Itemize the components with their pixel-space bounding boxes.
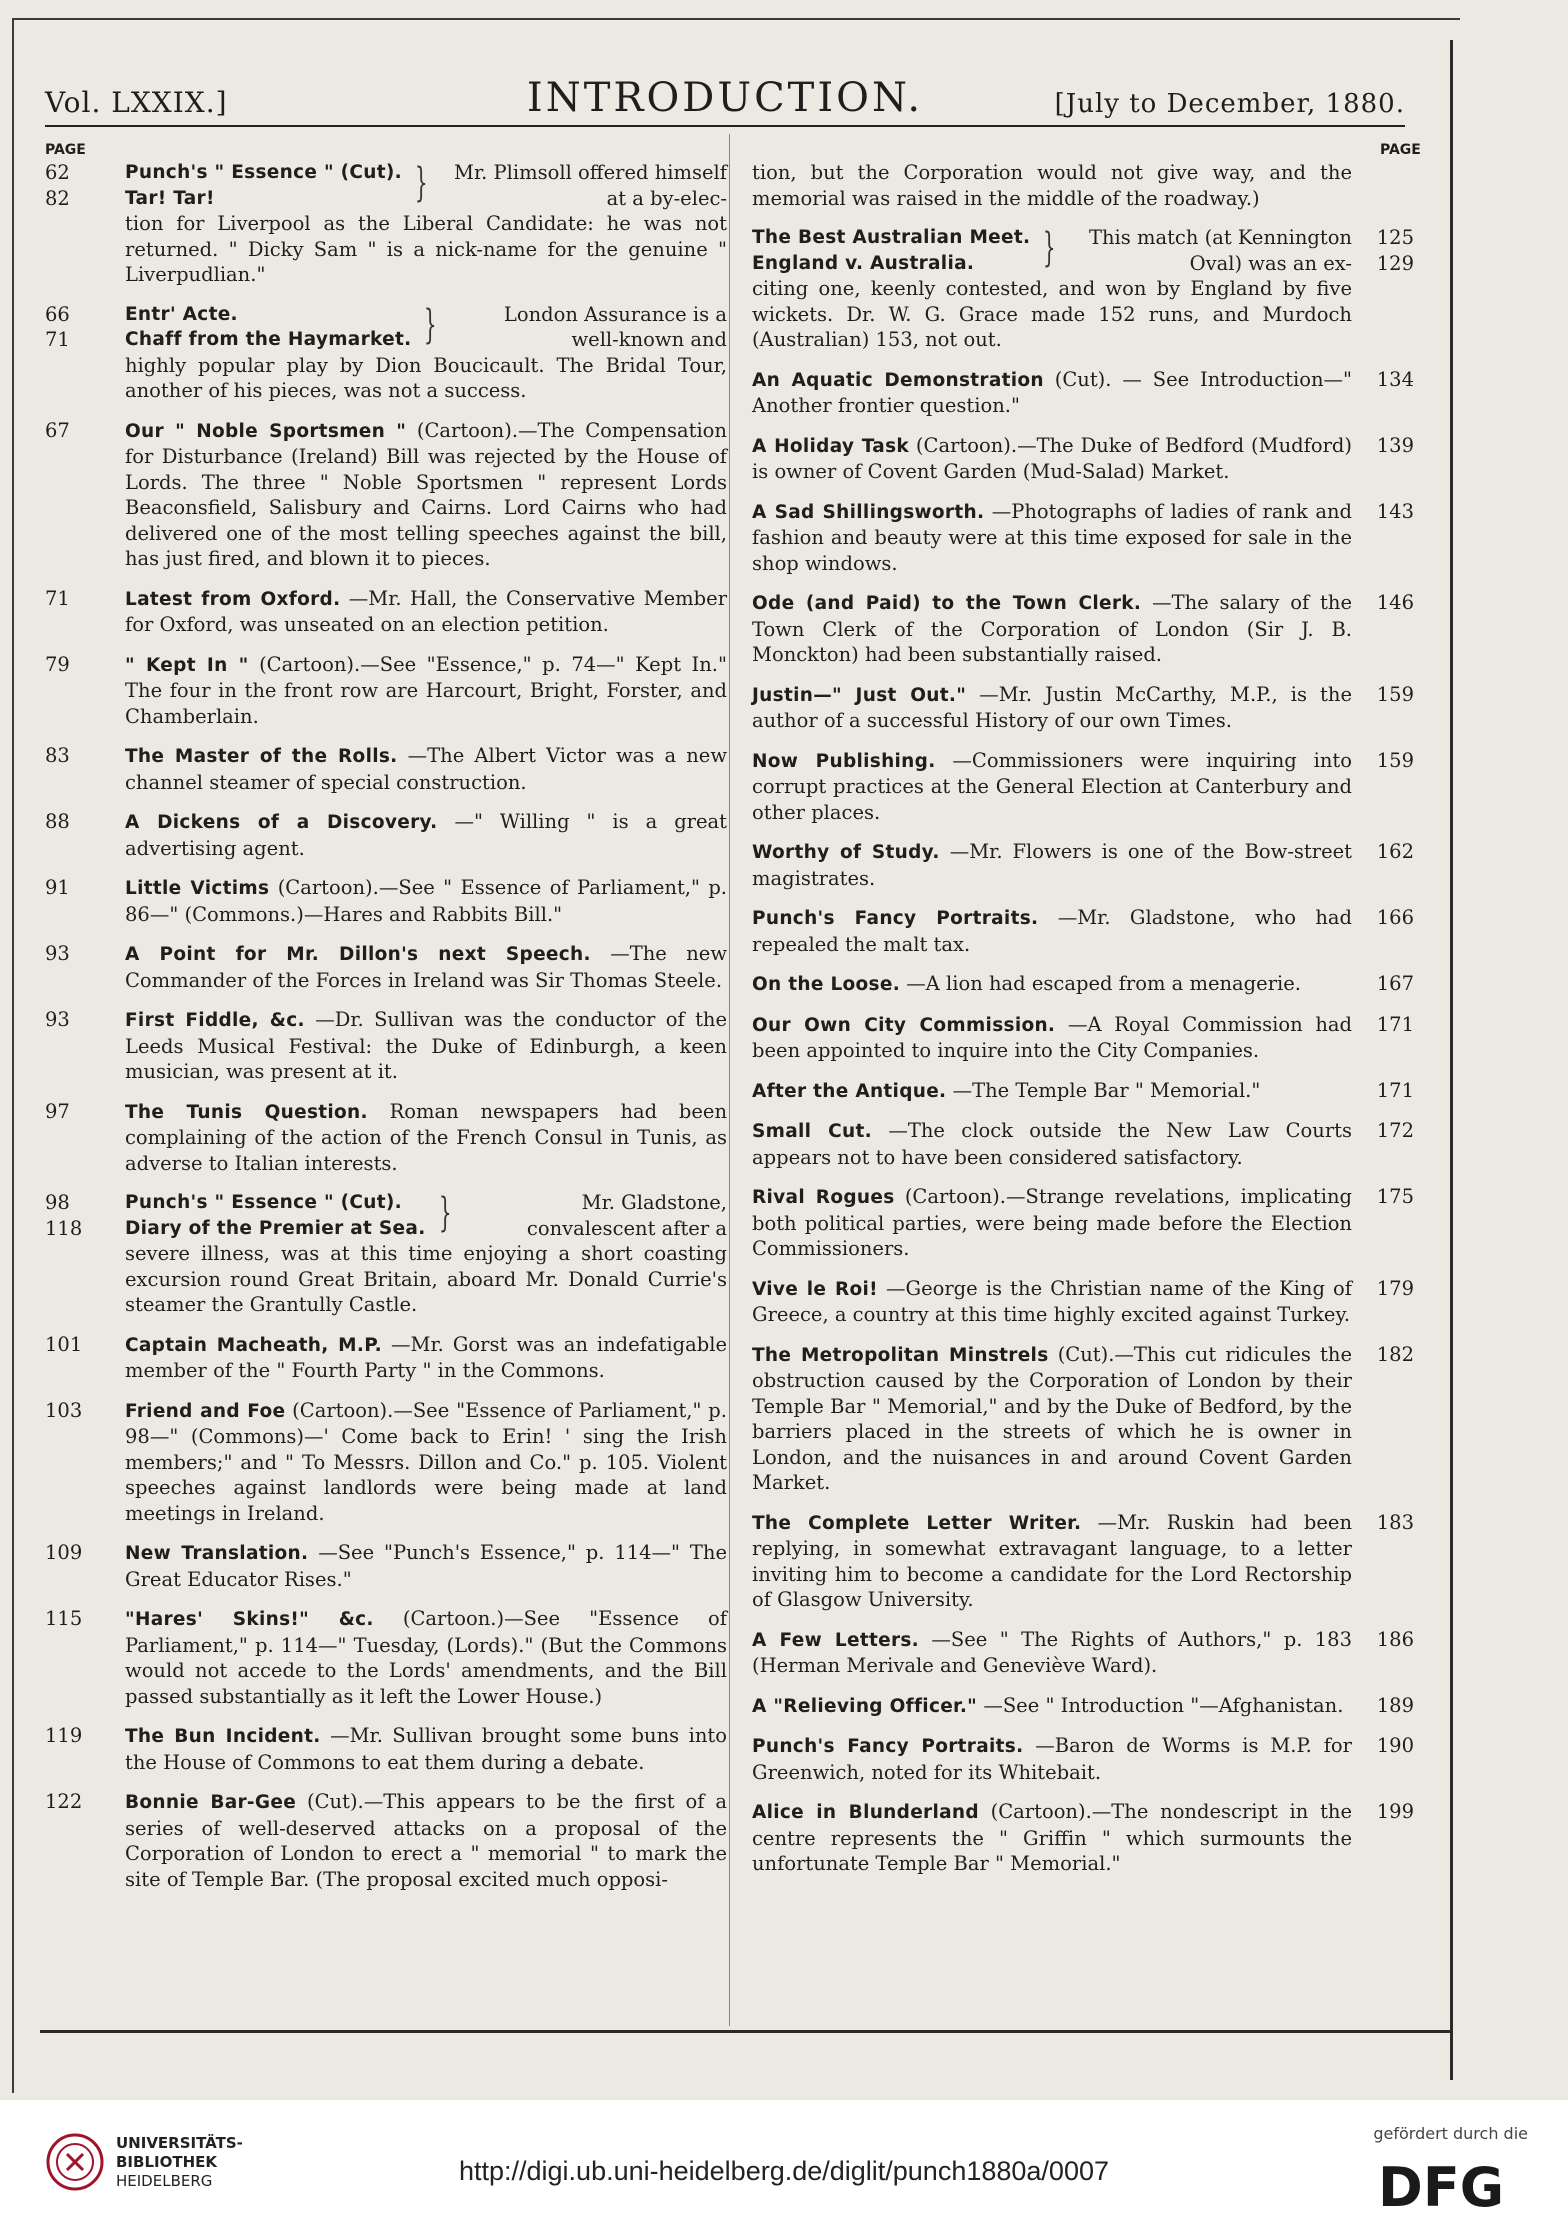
index-entry	[45, 1099, 727, 1177]
entry-text: (Cut).—This appears to be the first of a series of well-deserved attacks on a proposal of the Corporation of London to erect a " memorial " to mark the site of Temple Bar. (The proposal excited much opposi-	[125, 1790, 727, 1891]
page-number: 118	[45, 1216, 83, 1240]
page-title: INTRODUCTION.	[526, 75, 924, 121]
entry-paragraph	[752, 1184, 1352, 1262]
entry-paragraph	[125, 941, 727, 993]
index-entry	[45, 875, 727, 927]
entry-text: (Cartoon).—Strange revelations, implicating both political parties, were being made before the Election Commissioners.	[752, 1185, 1352, 1260]
index-entry	[752, 1342, 1414, 1496]
page-number: 159	[1376, 682, 1414, 706]
page-number: 97	[45, 1099, 70, 1123]
page-number: 82	[45, 186, 70, 210]
entry-heading: Friend and Foe	[125, 1400, 286, 1422]
column-divider	[729, 134, 730, 2026]
entry-heading: Little Victims	[125, 878, 270, 899]
page-column-label-right: PAGE	[1380, 142, 1421, 158]
entry-text: —Mr. Sullivan brought some buns into the House of Commons to eat them during a debate.	[125, 1724, 728, 1774]
entry-text: —Mr. Justin McCarthy, M.P., is the author of a successful History of our own Times.	[752, 682, 1352, 732]
right-column	[752, 160, 1414, 1891]
entry-heading: Now Publishing.	[752, 750, 936, 772]
page-number: 98	[45, 1191, 70, 1214]
entry-heading: Entr' Acte.	[125, 303, 238, 325]
entry-heading: The Bun Incident.	[125, 1726, 321, 1747]
entry-text: —Mr. Gorst was an indefatigable member of the " Fourth Party " in the Commons.	[125, 1332, 727, 1382]
index-entry	[752, 839, 1414, 891]
brace-glyph: }	[438, 1190, 452, 1236]
index-entry	[752, 748, 1414, 826]
index-entry	[752, 1078, 1414, 1105]
index-entry	[45, 1540, 727, 1592]
entry-paragraph	[125, 1789, 727, 1892]
frame-line-bottom	[40, 2030, 1450, 2033]
source-url-link[interactable]: http://digi.ub.uni-heidelberg.de/diglit/punch1880a/0007	[458, 2156, 1109, 2186]
entry-heading: Tar! Tar!	[125, 187, 215, 209]
entry-text: tion for Liverpool as the Liberal Candidate: he was not returned. " Dicky Sam " is a nick-name for the genuine " Liverpudlian."	[125, 212, 727, 286]
page-number: 93	[45, 942, 70, 965]
entry-text: (Cartoon).—The Compensation for Disturbance (Ireland) Bill was rejected by the House of Lords. The three " Noble Sportsmen " represent Lords Beaconsfield, Salisbury and Cairns. Lord Cairns who had delivered one of the most telling speeches against the bill, has just fired, and blown it to pieces.	[125, 418, 727, 570]
entry-paragraph	[752, 905, 1352, 957]
index-entry	[45, 302, 727, 404]
page-number: 143	[1376, 499, 1414, 523]
entry-paragraph	[125, 652, 727, 730]
entry-paragraph	[752, 1118, 1352, 1170]
entry-paragraph	[125, 418, 727, 572]
entry-paragraph	[752, 1693, 1352, 1720]
paired-headings	[752, 225, 1352, 276]
page-number: 199	[1376, 1800, 1414, 1823]
entry-text: —Commissioners were inquiring into corrupt practices at the General Election at Canterbury and other places.	[752, 748, 1353, 824]
index-entry	[752, 1012, 1414, 1064]
index-entry	[752, 1276, 1414, 1328]
page-number: 66	[45, 302, 70, 326]
index-entry	[752, 682, 1414, 734]
page-number: 167	[1376, 972, 1414, 995]
page-number: 171	[1376, 1012, 1414, 1036]
page-number: 172	[1376, 1119, 1414, 1142]
entry-text: —Dr. Sullivan was the conductor of the Leeds Musical Festival: the Duke of Edinburgh, a keen musician, was present at it.	[125, 1008, 728, 1083]
entry-text: —Mr. Ruskin had been replying, in somewhat extravagant language, to a letter inviting him to become a candidate for the Lord Rectorship of Glasgow University.	[752, 1510, 1352, 1611]
entry-text: —A Royal Commission had been appointed to inquire into the City Companies.	[752, 1012, 1352, 1062]
entry-text: (Cartoon.)—See "Essence of Parliament," p. 114—" Tuesday, (Lords)." (But the Commons would not accede to the Lords' amendments, and the Bill passed substantially as it left the Lower House.)	[125, 1607, 728, 1708]
entry-heading: Punch's " Essence " (Cut).	[125, 1192, 402, 1213]
entry-text: Roman newspapers had been complaining of the action of the French Consul in Tunis, as adverse to Italian interests.	[125, 1099, 727, 1175]
entry-heading: England v. Australia.	[752, 252, 975, 274]
entry-side-text: Mr. Gladstone, convalescent after a	[526, 1191, 727, 1240]
entry-paragraph	[125, 1007, 727, 1085]
page-number: 129	[1376, 251, 1414, 275]
entry-heading: On the Loose.	[752, 974, 901, 995]
entry-paragraph	[125, 743, 727, 795]
entry-text: —Mr. Gladstone, who had repealed the malt tax.	[752, 906, 1353, 956]
entry-heading: Small Cut.	[752, 1121, 872, 1142]
index-entry	[45, 1007, 727, 1085]
dfg-logo-icon	[1378, 2158, 1528, 2214]
index-entry	[752, 433, 1414, 485]
entry-text: citing one, keenly contested, and won by England by five wickets. Dr. W. G. Grace made 152 runs, and Murdoch (Australian) 153, not out.	[752, 277, 1352, 351]
entry-text: highly popular play by Dion Boucicault. The Bridal Tour, another of his pieces, was not a success.	[125, 353, 727, 402]
index-entry	[752, 225, 1414, 353]
index-entry	[752, 1184, 1414, 1262]
page-number: 62	[45, 161, 70, 184]
index-entry	[752, 1627, 1414, 1679]
entry-heading: "Hares' Skins!" &c.	[125, 1609, 374, 1630]
index-entry	[752, 1118, 1414, 1170]
entry-text: —A lion had escaped from a menagerie.	[906, 972, 1301, 995]
page-number: 171	[1376, 1078, 1414, 1102]
page-number: 119	[45, 1724, 83, 1747]
entry-paragraph	[125, 586, 727, 638]
page-number: 93	[45, 1008, 70, 1031]
index-entry	[45, 1332, 727, 1384]
entry-paragraph	[752, 1276, 1352, 1328]
entry-paragraph	[125, 809, 727, 861]
entry-paragraph	[752, 1733, 1352, 1785]
index-entry	[752, 1510, 1414, 1613]
page-number: 88	[45, 810, 70, 833]
index-entry	[752, 499, 1414, 577]
entry-paragraph	[752, 499, 1352, 577]
volume-label: Vol. LXXIX.]	[45, 86, 228, 119]
page-number: 134	[1376, 367, 1414, 391]
entry-text: —George is the Christian name of the King of Greece, a country at this time highly excited against Turkey.	[752, 1276, 1352, 1326]
entry-heading: " Kept In "	[125, 654, 249, 676]
entry-text: (Cartoon).—The nondescript in the centre represents the " Griffin " which surmounts the unfortunate Temple Bar " Memorial."	[752, 1800, 1352, 1875]
entry-paragraph	[125, 875, 727, 927]
page-number: 179	[1376, 1276, 1414, 1300]
page-number: 101	[45, 1332, 83, 1356]
paired-headings	[125, 302, 727, 353]
entry-paragraph	[752, 1078, 1352, 1105]
entry-heading: Ode (and Paid) to the Town Clerk.	[752, 593, 1142, 614]
index-entry	[752, 905, 1414, 957]
page-number: 71	[45, 328, 70, 351]
brace-glyph: }	[414, 160, 428, 206]
entry-heading: Punch's Fancy Portraits.	[752, 908, 1039, 929]
entry-side-text: This match (at Kennington Oval) was an ex-	[1088, 226, 1352, 275]
entry-paragraph	[752, 1627, 1352, 1679]
page-number: 122	[45, 1790, 83, 1813]
library-line-1: UNIVERSITÄTS-	[116, 2134, 243, 2152]
entry-heading: Punch's Fancy Portraits.	[752, 1736, 1024, 1757]
entry-heading: Chaff from the Haymarket.	[125, 329, 412, 350]
entry-heading: A Holiday Task	[752, 435, 909, 457]
page-number: 190	[1376, 1734, 1414, 1757]
page-number: 146	[1376, 591, 1414, 614]
entry-paragraph	[125, 1398, 727, 1527]
entry-paragraph	[752, 682, 1352, 734]
entry-paragraph	[752, 1510, 1352, 1613]
page-number: 182	[1376, 1342, 1414, 1366]
entry-heading: After the Antique.	[752, 1080, 947, 1102]
entry-text: —See " Introduction "—Afghanistan.	[983, 1693, 1344, 1717]
page-number: 162	[1376, 840, 1414, 863]
brace-glyph: }	[424, 301, 438, 348]
entry-paragraph	[125, 1723, 727, 1775]
dfg-logo-text: DFG	[1378, 2158, 1505, 2214]
entry-paragraph	[125, 1332, 727, 1384]
index-entry	[45, 1606, 727, 1709]
entry-text: —The clock outside the New Law Courts appears not to have been considered satisfactory.	[752, 1119, 1352, 1169]
entry-heading: A "Relieving Officer."	[752, 1695, 978, 1717]
index-entry	[45, 418, 727, 572]
index-entry	[752, 367, 1414, 419]
entry-text: —Mr. Flowers is one of the Bow-street magistrates.	[752, 840, 1353, 890]
entry-heading: Justin—" Just Out."	[752, 684, 967, 706]
page-number: 159	[1376, 748, 1414, 772]
entry-text: severe illness, was at this time enjoying a short coasting excursion round Great Britain, aboard Mr. Donald Currie's steamer the Grantully Castle.	[125, 1242, 727, 1316]
entry-heading: Bonnie Bar-Gee	[125, 1792, 297, 1813]
index-entry	[752, 1799, 1414, 1877]
entry-text: —See " The Rights of Authors," p. 183 (Herman Merivale and Geneviève Ward).	[752, 1627, 1352, 1677]
index-entry	[45, 941, 727, 993]
frame-line-left	[12, 18, 14, 2093]
entry-side-text: London Assurance is a well-known and	[503, 302, 727, 351]
page-number: 125	[1376, 226, 1414, 249]
page-number: 139	[1376, 433, 1414, 457]
index-entry	[45, 1190, 727, 1318]
entry-heading: Alice in Blunderland	[752, 1802, 979, 1823]
entry-paragraph	[752, 971, 1352, 998]
entry-paragraph	[752, 839, 1352, 891]
index-entry	[45, 1398, 727, 1527]
page-number: 79	[45, 652, 70, 676]
entry-paragraph	[752, 1012, 1352, 1064]
entry-heading: A Few Letters.	[752, 1629, 920, 1651]
frame-line-right	[1450, 40, 1453, 2080]
entry-heading: A Sad Shillingsworth.	[752, 501, 985, 523]
library-line-3: HEIDELBERG	[116, 2172, 213, 2190]
index-entry	[752, 1733, 1414, 1785]
index-entry	[752, 1693, 1414, 1720]
brace-glyph: }	[1043, 225, 1056, 271]
entry-paragraph	[752, 160, 1352, 211]
entry-text: (Cartoon).—The Duke of Bedford (Mudford) is owner of Covent Garden (Mud-Salad) Market.	[752, 433, 1352, 483]
entry-heading: The Tunis Question.	[125, 1101, 368, 1123]
page-column-label-left: PAGE	[45, 142, 86, 158]
entry-heading: Vive le Roi!	[752, 1278, 878, 1300]
entry-heading: Our " Noble Sportsmen "	[125, 420, 407, 442]
entry-text: (Cut). — See Introduction—" Another frontier question."	[752, 367, 1352, 417]
page-number: 189	[1376, 1693, 1414, 1717]
entry-text: —" Willing " is a great advertising agent.	[125, 810, 727, 860]
page-number: 115	[45, 1607, 83, 1630]
index-entry	[752, 590, 1414, 668]
page-number: 183	[1376, 1510, 1414, 1534]
digitization-footer	[0, 2100, 1568, 2240]
page-number: 71	[45, 586, 70, 610]
entry-text: —Photographs of ladies of rank and fashion and beauty were at this time exposed for sale in the shop windows.	[752, 499, 1352, 575]
entry-heading: The Metropolitan Minstrels	[752, 1344, 1049, 1366]
frame-line-top	[12, 18, 1460, 20]
entry-paragraph	[125, 1606, 727, 1709]
index-entry	[45, 652, 727, 730]
entry-heading: The Complete Letter Writer.	[752, 1512, 1082, 1534]
left-column	[45, 160, 727, 1906]
entry-heading: Diary of the Premier at Sea.	[125, 1217, 426, 1239]
page-number: 166	[1376, 906, 1414, 929]
entry-paragraph	[752, 1799, 1352, 1877]
entry-heading: Punch's " Essence " (Cut).	[125, 162, 402, 183]
entry-paragraph	[752, 748, 1352, 826]
entry-heading: Latest from Oxford.	[125, 588, 341, 610]
entry-text: (Cartoon).—See "Essence of Parliament," p. 98—" (Commons)—' Come back to Erin! ' sing the Irish members;" and " To Messrs. Dillon and Co." p. 105. Violent speeches against landlords were being made at land meetings in Ireland.	[125, 1398, 727, 1525]
entry-heading: Captain Macheath, M.P.	[125, 1334, 382, 1356]
entry-text: —See "Punch's Essence," p. 114—" The Great Educator Rises."	[125, 1541, 727, 1591]
entry-paragraph	[752, 590, 1352, 668]
index-entry	[45, 1723, 727, 1775]
index-entry	[45, 743, 727, 795]
entry-side-text: Mr. Plimsoll offered himself at a by-elec-	[453, 161, 727, 210]
entry-text: (Cartoon).—See " Essence of Parliament," p. 86—" (Commons.)—Hares and Rabbits Bill."	[125, 876, 728, 926]
entry-heading: A Dickens of a Discovery.	[125, 812, 438, 833]
entry-heading: The Best Australian Meet.	[752, 227, 1031, 248]
entry-text: —Baron de Worms is M.P. for Greenwich, noted for its Whitebait.	[752, 1734, 1352, 1784]
entry-text: —The Albert Victor was a new channel steamer of special construction.	[125, 744, 728, 794]
entry-heading: First Fiddle, &c.	[125, 1010, 305, 1031]
index-entry	[45, 1789, 727, 1892]
entry-text: —The salary of the Town Clerk of the Corporation of London (Sir J. B. Monckton) had been substantially raised.	[752, 591, 1352, 666]
entry-text: —The new Commander of the Forces in Ireland was Sir Thomas Steele.	[125, 942, 728, 992]
entry-heading: Rival Rogues	[752, 1187, 895, 1208]
entry-paragraph	[752, 1342, 1352, 1496]
entry-heading: New Translation.	[125, 1543, 309, 1564]
entry-heading: Worthy of Study.	[752, 842, 940, 863]
page-number: 83	[45, 744, 70, 767]
entry-text: (Cut).—This cut ridicules the obstruction caused by the Corporation of London by their Temple Bar " Memorial," and by the Duke of Bedford, by the barriers placed in the streets of which he is owner in London, and the nuisances in and around Covent Garden Market.	[752, 1342, 1352, 1494]
entry-text: (Cartoon).—See "Essence," p. 74—" Kept In." The four in the front row are Harcourt, Bright, Forster, and Chamberlain.	[125, 652, 727, 728]
entry-heading: The Master of the Rolls.	[125, 746, 398, 767]
entry-paragraph	[752, 367, 1352, 419]
running-header	[45, 75, 1405, 127]
entry-text: —The Temple Bar " Memorial."	[952, 1078, 1261, 1102]
entry-heading: A Point for Mr. Dillon's next Speech.	[125, 944, 591, 965]
entry-text: tion, but the Corporation would not give way, and the memorial was raised in the middle of the roadway.)	[752, 161, 1352, 210]
page-number: 109	[45, 1541, 83, 1564]
index-entry	[752, 971, 1414, 998]
page-number: 91	[45, 876, 70, 899]
index-entry	[45, 160, 727, 288]
page-number: 175	[1376, 1185, 1414, 1208]
entry-text: —Mr. Hall, the Conservative Member for Oxford, was unseated on an election petition.	[125, 586, 728, 636]
entry-paragraph	[752, 433, 1352, 485]
page-number: 186	[1376, 1627, 1414, 1651]
index-entry	[45, 586, 727, 638]
entry-paragraph	[125, 1540, 727, 1592]
library-line-2: BIBLIOTHEK	[116, 2153, 217, 2171]
page-number: 67	[45, 418, 70, 442]
funding-note: gefördert durch die	[1373, 2124, 1528, 2143]
index-entry	[45, 809, 727, 861]
page-number: 103	[45, 1398, 83, 1422]
date-range: [July to December, 1880.	[1054, 89, 1405, 119]
entry-paragraph	[125, 1099, 727, 1177]
entry-heading: An Aquatic Demonstration	[752, 369, 1044, 391]
entry-heading: Our Own City Commission.	[752, 1014, 1056, 1036]
paired-headings	[125, 160, 727, 211]
paired-headings	[125, 1190, 727, 1241]
index-entry	[752, 160, 1414, 211]
